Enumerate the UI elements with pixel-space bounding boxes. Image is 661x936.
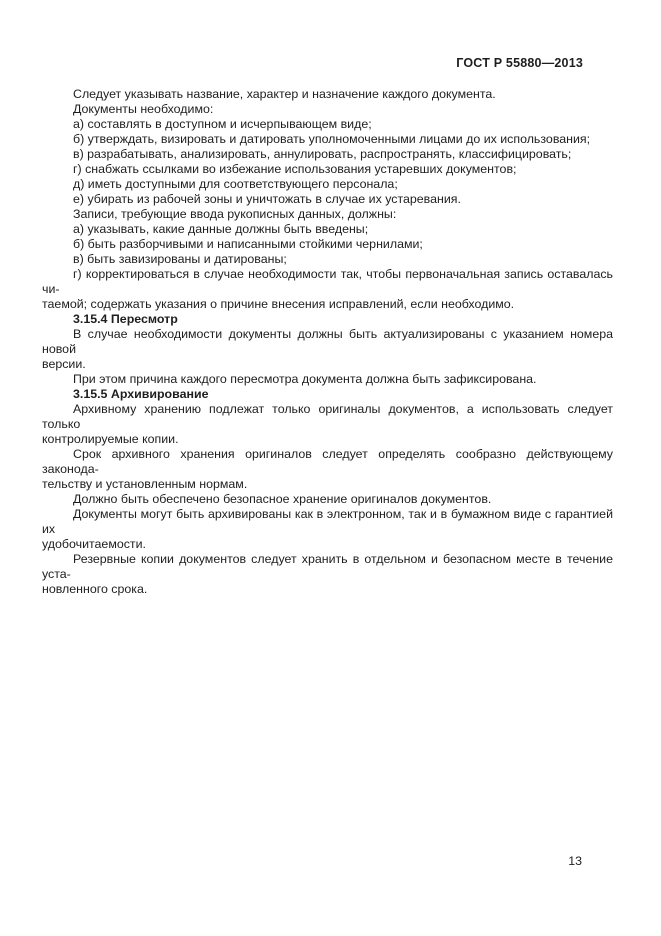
- text-line: Должно быть обеспечено безопасное хранение оригиналов документов.: [73, 492, 492, 506]
- text-line: Следует указывать название, характер и назначение каждого документа.: [73, 87, 496, 101]
- text-line: новленного срока.: [42, 582, 148, 596]
- text-line: а) указывать, какие данные должны быть введены;: [73, 222, 369, 236]
- text-line: г) корректироваться в случае необходимости так, чтобы первоначальная запись оставалась чи-: [42, 267, 613, 296]
- text-line: В случае необходимости документы должны быть актуализированы с указанием номера новой: [42, 327, 613, 356]
- text-line: д) иметь доступными для соответствующего персонала;: [73, 177, 398, 191]
- text-line: Записи, требующие ввода рукописных данных, должны:: [73, 207, 397, 221]
- text-line: б) утверждать, визировать и датировать уполномоченными лицами до их использования;: [73, 132, 591, 146]
- text-line: Документы могут быть архивированы как в электронном, так и в бумажном виде с гарантией их: [42, 507, 613, 536]
- text-line: г) снабжать ссылками во избежание использования устаревших документов;: [73, 162, 517, 176]
- text-line: Документы необходимо:: [73, 102, 214, 116]
- text-line: Архивному хранению подлежат только оригиналы документов, а использовать следует только: [42, 402, 613, 431]
- section-heading: 3.15.5 Архивирование: [73, 387, 209, 401]
- document-header: ГОСТ Р 55880—2013: [456, 56, 583, 70]
- text-line: При этом причина каждого пересмотра документа должна быть зафиксирована.: [73, 372, 537, 386]
- section-heading: 3.15.4 Пересмотр: [73, 312, 178, 326]
- text-line: в) разрабатывать, анализировать, аннулировать, распространять, классифицировать;: [73, 147, 572, 161]
- text-line: таемой; содержать указания о причине внесения исправлений, если необходимо.: [42, 297, 515, 311]
- text-line: версии.: [42, 357, 86, 371]
- text-line: е) убирать из рабочей зоны и уничтожать в случае их устаревания.: [73, 192, 461, 206]
- text-line: Резервные копии документов следует хранить в отдельном и безопасном месте в течение уста-: [42, 552, 613, 581]
- text-line: тельству и установленным нормам.: [42, 477, 248, 491]
- page-number: 13: [568, 854, 582, 868]
- text-line: Срок архивного хранения оригиналов следует определять сообразно действующему законода-: [42, 447, 613, 476]
- text-line: а) составлять в доступном и исчерпывающем виде;: [73, 117, 372, 131]
- text-line: удобочитаемости.: [42, 537, 146, 551]
- text-line: контролируемые копии.: [42, 432, 179, 446]
- text-line: в) быть завизированы и датированы;: [73, 252, 287, 266]
- page-body: [42, 87, 613, 597]
- text-line: б) быть разборчивыми и написанными стойкими чернилами;: [73, 237, 423, 251]
